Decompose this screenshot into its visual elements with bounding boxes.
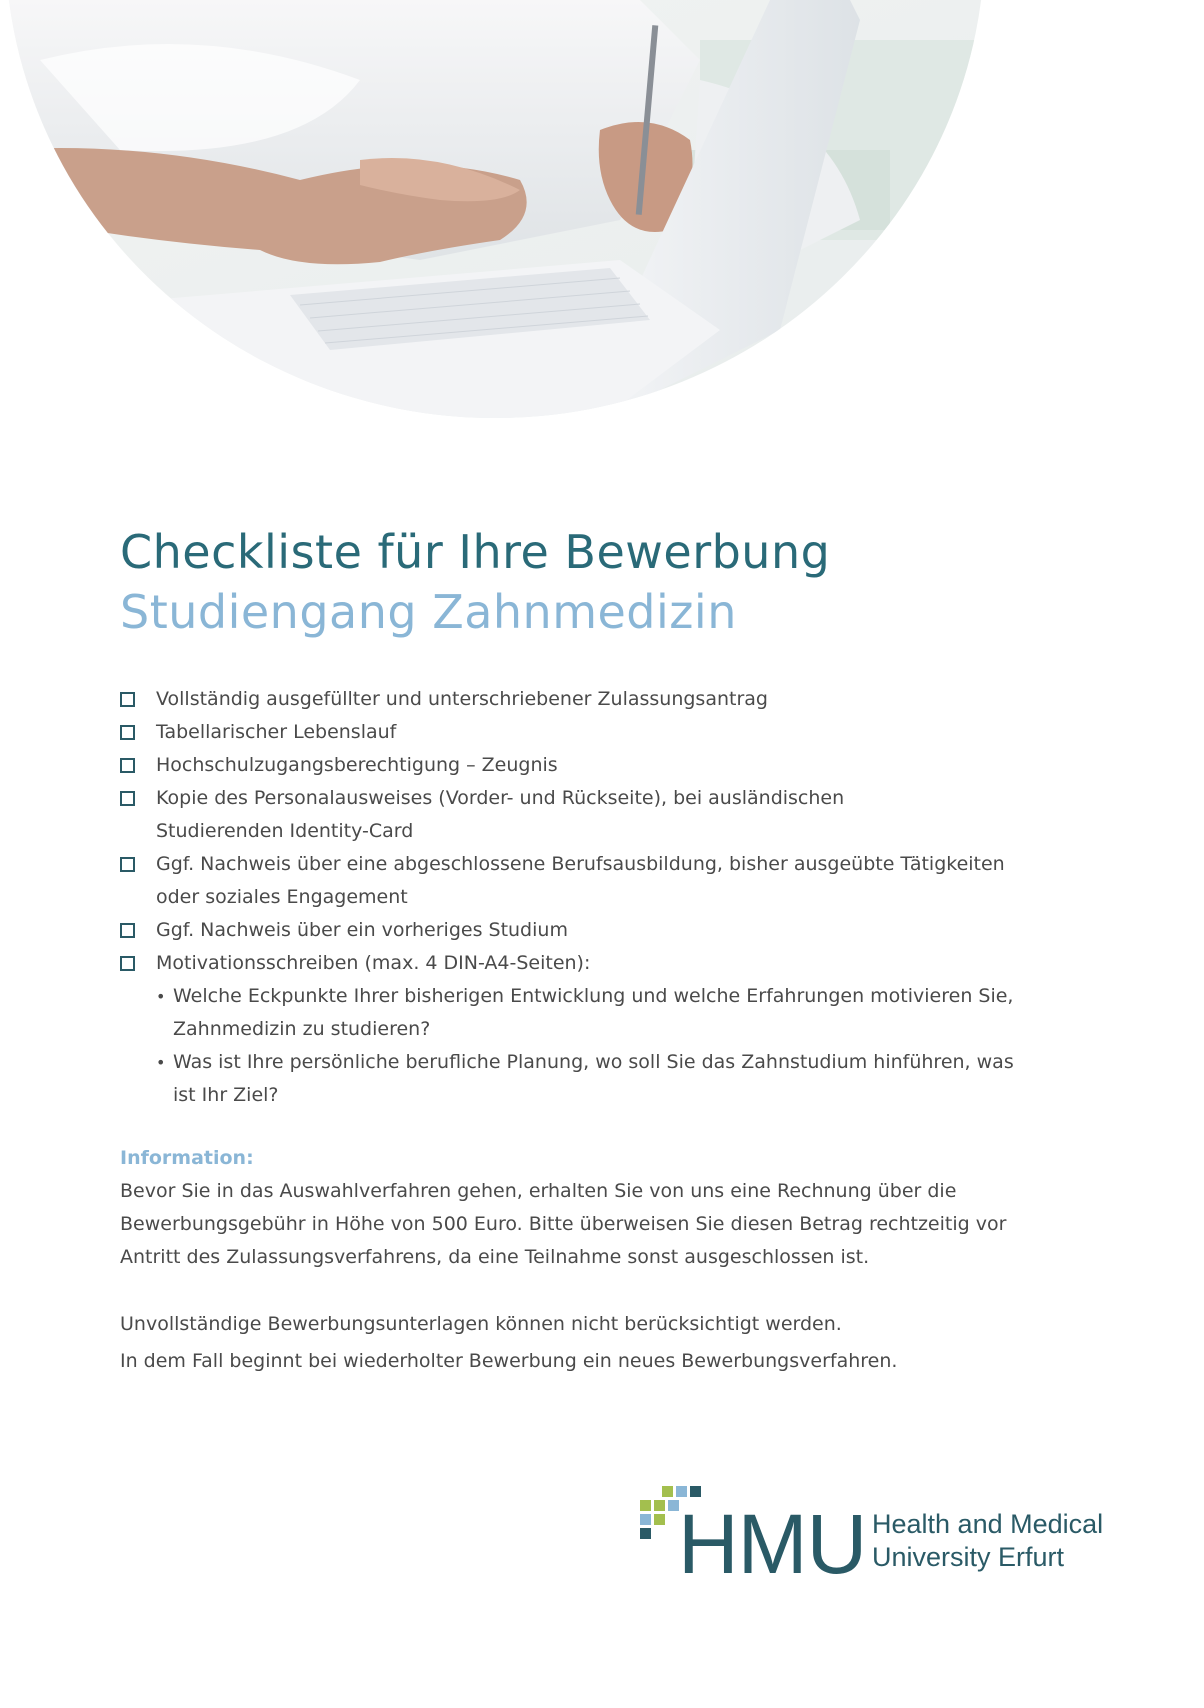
logo-subtitle-line: University Erfurt [872, 1542, 1065, 1572]
motivation-sublist [156, 980, 1020, 1112]
logo-subtitle-line: Health and Medical [872, 1509, 1104, 1539]
hmu-logo [640, 1486, 1120, 1596]
logo-wordmark: HMU [678, 1497, 867, 1591]
hero-photo [0, 0, 1204, 430]
checklist-item [120, 914, 1020, 947]
checkbox-icon[interactable] [120, 923, 135, 938]
sublist-item-label: Was ist Ihre persönliche berufliche Planung, wo soll Sie das Zahnstudium hinführen, was ist Ihr Ziel? [173, 1051, 1014, 1106]
title-block [120, 522, 1020, 642]
note-line: In dem Fall beginnt bei wiederholter Bewerbung ein neues Bewerbungsverfahren. [120, 1350, 898, 1372]
sublist-item [156, 980, 1033, 1046]
checklist-item [120, 782, 866, 848]
checkbox-icon[interactable] [120, 758, 135, 773]
checklist-item-label: Ggf. Nachweis über ein vorheriges Studium [156, 919, 568, 941]
bullet-icon: • [156, 987, 166, 1006]
checklist [120, 683, 1020, 1112]
information-text: Bevor Sie in das Auswahlverfahren gehen, erhalten Sie von uns eine Rechnung über die Bewerbungsgebühr in Höhe von 500 Euro. Bitte überweisen Sie diesen Betrag rechtzeitig vor Antritt des Zulassungsverfahrens, da eine Teilnahme sonst ausgeschlossen ist. [120, 1180, 1007, 1268]
checkbox-icon[interactable] [120, 692, 135, 707]
checkbox-icon[interactable] [120, 791, 135, 806]
checklist-item-label: Tabellarischer Lebenslauf [156, 721, 397, 743]
checklist-item [120, 749, 1020, 782]
checklist-item [120, 716, 1020, 749]
bullet-icon: • [156, 1053, 166, 1072]
checklist-item-label: Kopie des Personalausweises (Vorder- und Rückseite), bei ausländischen Studierenden Identity-Card [156, 787, 845, 842]
page-subtitle: Studiengang Zahnmedizin [120, 585, 737, 639]
information-heading: Information: [120, 1147, 254, 1169]
sublist-item [156, 1046, 1033, 1112]
logo-subtitle [872, 1508, 1103, 1574]
checkbox-icon[interactable] [120, 725, 135, 740]
checklist-item [120, 947, 1020, 1112]
checklist-item-label: Vollständig ausgefüllter und unterschriebener Zulassungsantrag [156, 688, 768, 710]
note-section [120, 1306, 1020, 1380]
checkbox-icon[interactable] [120, 956, 135, 971]
note-line: Unvollständige Bewerbungsunterlagen können nicht berücksichtigt werden. [120, 1313, 842, 1335]
checklist-item [120, 683, 1020, 716]
sublist-item-label: Welche Eckpunkte Ihrer bisherigen Entwicklung und welche Erfahrungen motivieren Sie, Zahnmedizin zu studieren? [173, 985, 1014, 1040]
checklist-item-label: Hochschulzugangsberechtigung – Zeugnis [156, 754, 558, 776]
information-section [120, 1142, 1020, 1274]
checklist-item [120, 848, 1006, 914]
checkbox-icon[interactable] [120, 857, 135, 872]
checklist-item-label: Ggf. Nachweis über eine abgeschlossene Berufsausbildung, bisher ausgeübte Tätigkeiten oder soziales Engagement [156, 853, 1005, 908]
checklist-item-label: Motivationsschreiben (max. 4 DIN-A4-Seiten): [156, 952, 591, 974]
page-title: Checkliste für Ihre Bewerbung [120, 525, 831, 579]
